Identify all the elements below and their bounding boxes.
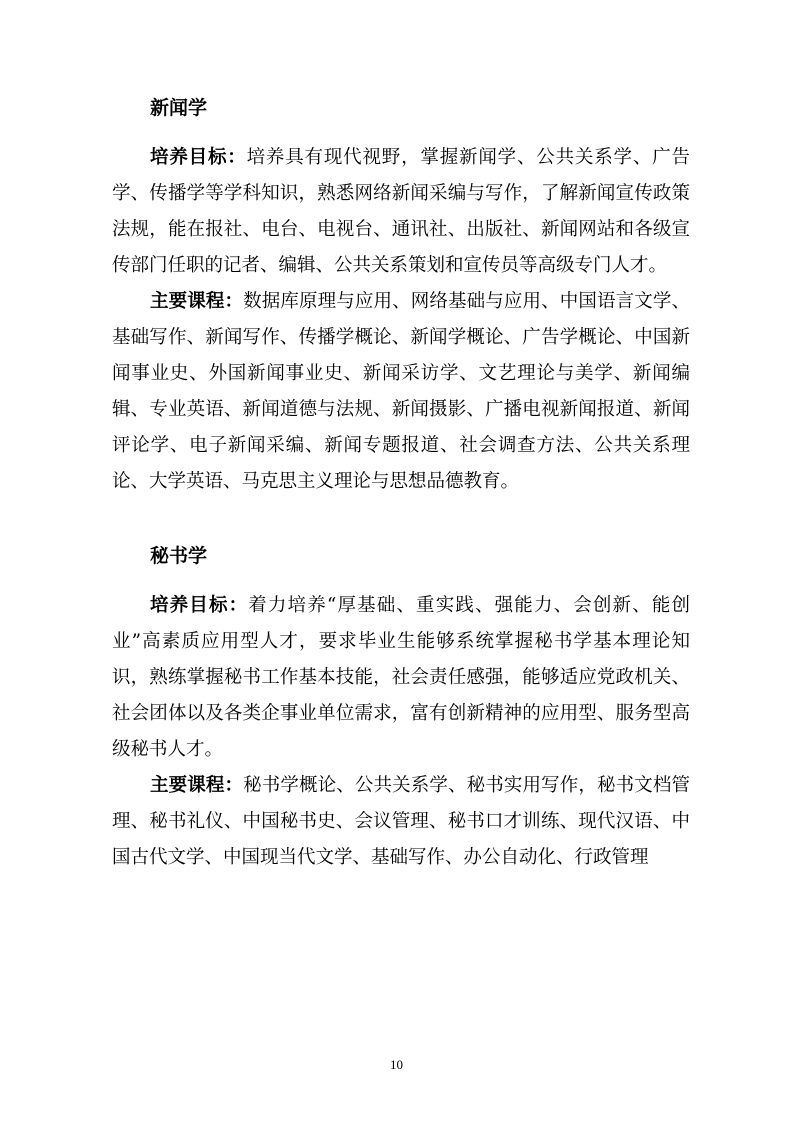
main-courses-text: 数据库原理与应用、网络基础与应用、中国语言文学、基础写作、新闻写作、传播学概论、新闻学概论、广告学概论、中国新闻事业史、外国新闻事业史、新闻采访学、文艺理论与美学、新闻编辑、专业英语、新闻道德与法规、新闻摄影、广播电视新闻报道、新闻评论学、电子新闻采编、新闻专题报道、社会调查方法、公共关系理论、大学英语、马克思主义理论与思想品德教育。 — [112, 291, 690, 492]
section-journalism — [112, 96, 690, 500]
training-goal-paragraph — [112, 140, 690, 284]
main-courses-label: 主要课程： — [150, 291, 244, 312]
main-courses-paragraph — [112, 768, 690, 876]
main-courses-text: 秘书学概论、公共关系学、秘书实用写作，秘书文档管理、秘书礼仪、中国秘书史、会议管理、秘书口才训练、现代汉语、中国古代文学、中国现当代文学、基础写作、办公自动化、行政管理 — [112, 775, 690, 868]
section-title: 秘书学 — [150, 545, 208, 567]
document-page — [112, 96, 690, 876]
training-goal-label: 培养目标： — [150, 595, 249, 616]
section-title: 新闻学 — [150, 97, 208, 119]
training-goal-label: 培养目标： — [150, 147, 247, 168]
training-goal-paragraph — [112, 588, 690, 768]
section-secretarial-studies — [112, 544, 690, 876]
training-goal-text: 培养具有现代视野，掌握新闻学、公共关系学、广告学、传播学等学科知识，熟悉网络新闻采编与写作，了解新闻宣传政策法规，能在报社、电台、电视台、通讯社、出版社、新闻网站和各级宣传部门任职的记者、编辑、公共关系策划和宣传员等高级专门人才。 — [112, 147, 690, 276]
main-courses-label: 主要课程： — [150, 775, 244, 796]
page-number: 10 — [390, 1057, 403, 1072]
training-goal-text: 着力培养“厚基础、重实践、强能力、会创新、能创业”高素质应用型人才，要求毕业生能够系统掌握秘书学基本理论知识，熟练掌握秘书工作基本技能，社会责任感强，能够适应党政机关、社会团体以及各类企事业单位需求，富有创新精神的应用型、服务型高级秘书人才。 — [112, 595, 690, 760]
main-courses-paragraph — [112, 284, 690, 500]
